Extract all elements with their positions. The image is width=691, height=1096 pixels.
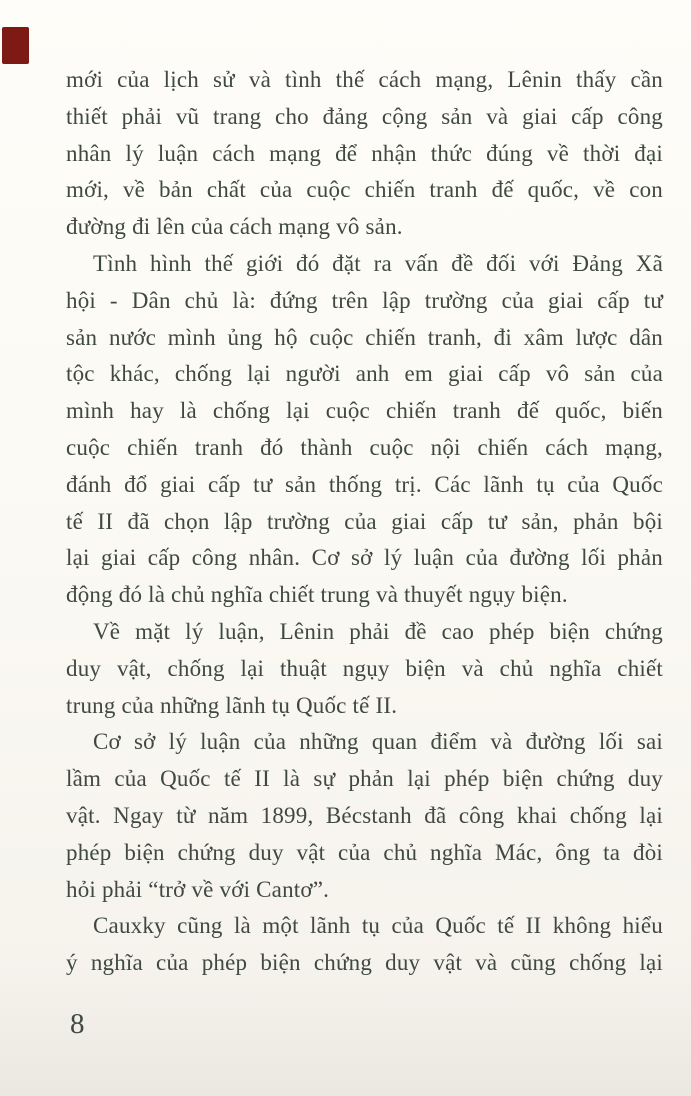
text-line: tộc khác, chống lại người anh em giai cấp vô sản của — [66, 361, 663, 387]
text-line: cuộc chiến tranh đó thành cuộc nội chiến cách mạng, — [66, 434, 663, 460]
text-line: đánh đổ giai cấp tư sản thống trị. Các lãnh tụ của Quốc — [66, 471, 663, 497]
red-corner-mark — [2, 27, 29, 64]
text-line: duy vật, chống lại thuật ngụy biện và chủ nghĩa chiết — [66, 655, 663, 681]
text-line: hỏi phải “trở về với Cantơ”. — [66, 876, 330, 902]
text-line: Cơ sở lý luận của những quan điểm và đường lối sai — [93, 729, 663, 755]
text-line: mình hay là chống lại cuộc chiến tranh đế quốc, biến — [66, 398, 663, 424]
text-line: trung của những lãnh tụ Quốc tế II. — [66, 692, 398, 718]
text-line: lầm của Quốc tế II là sự phản lại phép biện chứng duy — [66, 766, 663, 792]
text-line: Cauxky cũng là một lãnh tụ của Quốc tế II không hiểu — [93, 913, 663, 939]
text-line: lại giai cấp công nhân. Cơ sở lý luận của đường lối phản — [66, 545, 663, 571]
text-line: mới của lịch sử và tình thế cách mạng, Lênin thấy cần — [66, 67, 663, 92]
body-text — [66, 62, 663, 982]
text-line: ý nghĩa của phép biện chứng duy vật và cũng chống lại — [66, 950, 663, 976]
text-line: nhân lý luận cách mạng để nhận thức đúng về thời đại — [66, 140, 663, 166]
text-line: đường đi lên của cách mạng vô sản. — [66, 214, 403, 240]
text-line: Về mặt lý luận, Lênin phải đề cao phép biện chứng — [93, 618, 663, 644]
text-line: hội - Dân chủ là: đứng trên lập trường của giai cấp tư — [66, 287, 663, 313]
text-line: Tình hình thế giới đó đặt ra vấn đề đối với Đảng Xã — [93, 250, 663, 276]
page-number: 8 — [70, 1008, 85, 1040]
text-line: thiết phải vũ trang cho đảng cộng sản và giai cấp công — [66, 103, 663, 129]
text-line: sản nước mình ủng hộ cuộc chiến tranh, đi xâm lược dân — [66, 324, 663, 350]
text-line: vật. Ngay từ năm 1899, Bécstanh đã công khai chống lại — [66, 802, 663, 828]
text-line: tế II đã chọn lập trường của giai cấp tư sản, phản bội — [66, 508, 663, 534]
text-line: mới, về bản chất của cuộc chiến tranh đế quốc, về con — [66, 177, 663, 203]
text-line: động đó là chủ nghĩa chiết trung và thuyết ngụy biện. — [66, 582, 568, 608]
text-line: phép biện chứng duy vật của chủ nghĩa Mác, ông ta đòi — [66, 839, 663, 865]
